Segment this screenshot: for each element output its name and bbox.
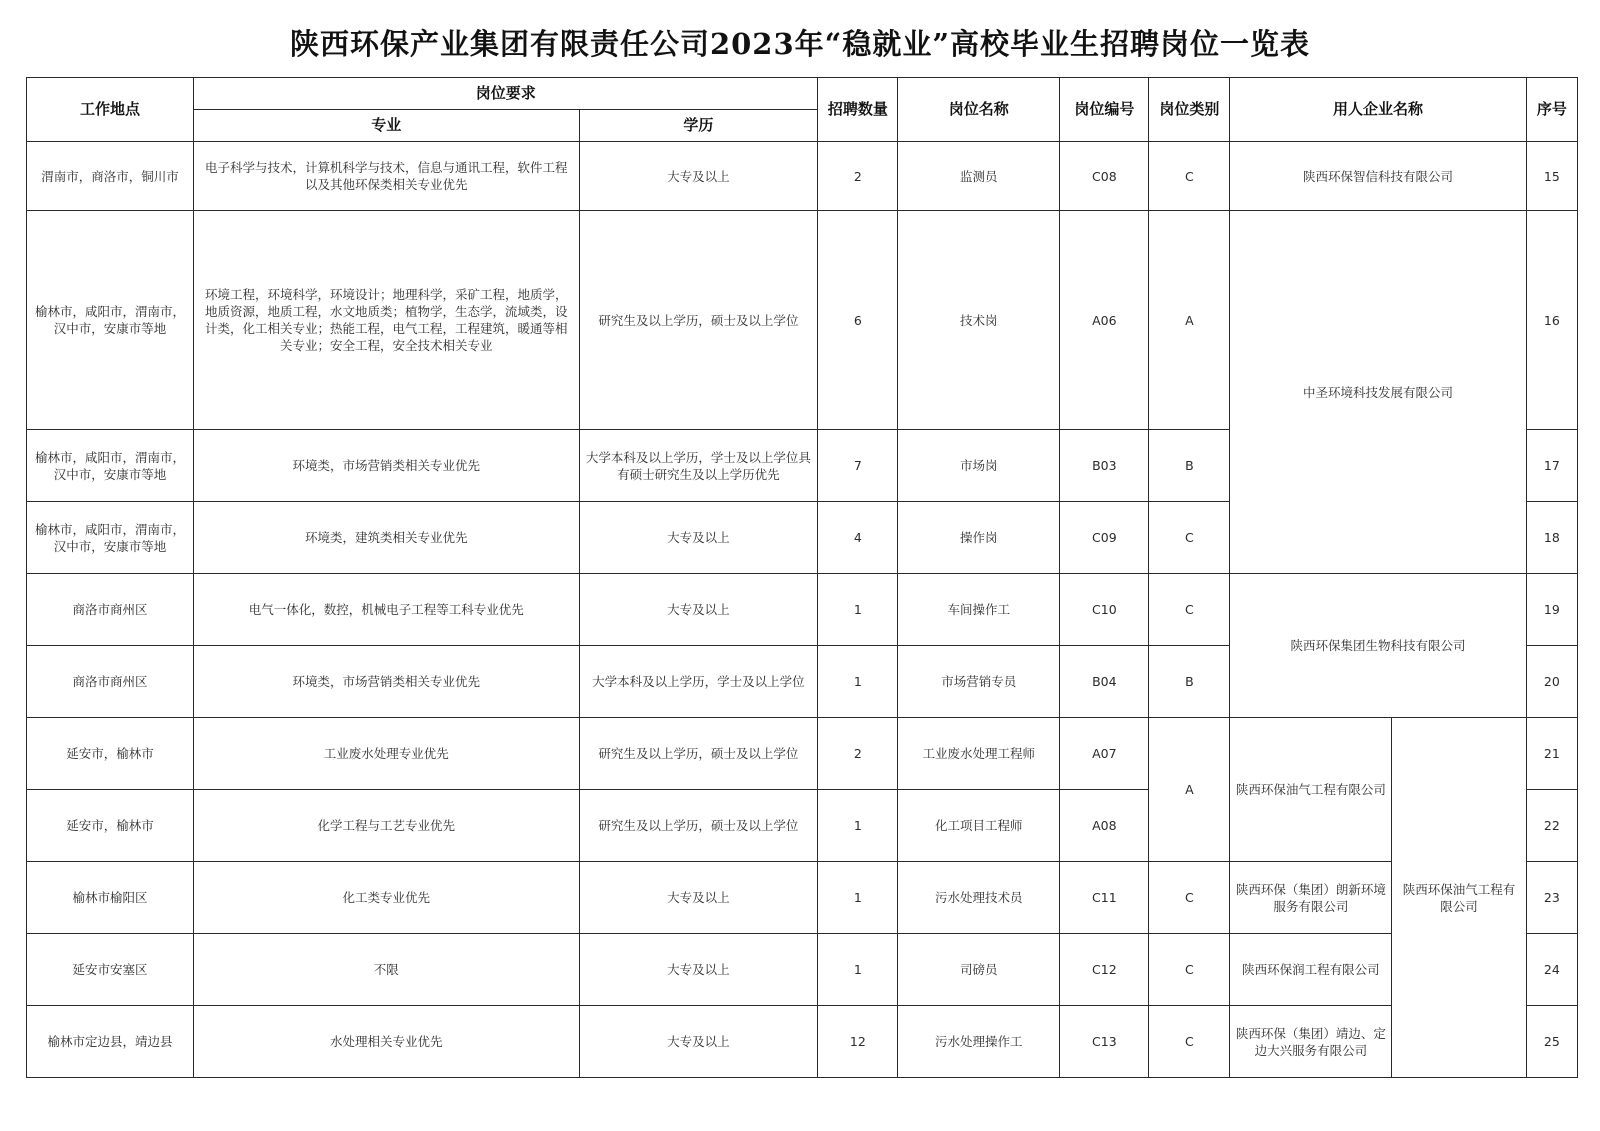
cell-employer: 中圣环境科技发展有限公司 (1230, 211, 1526, 574)
header-education: 学历 (579, 110, 818, 142)
cell-position-name: 司磅员 (898, 934, 1060, 1006)
table-row (27, 718, 1578, 790)
cell-major: 环境类，建筑类相关专业优先 (194, 502, 579, 574)
cell-location: 榆林市，咸阳市，渭南市，汉中市，安康市等地 (27, 502, 194, 574)
cell-count: 6 (818, 211, 898, 430)
cell-position-type: A (1149, 718, 1230, 862)
header-requirements: 岗位要求 (194, 78, 818, 110)
cell-location: 延安市，榆林市 (27, 790, 194, 862)
document-title: 陕西环保产业集团有限责任公司2023年“稳就业”高校毕业生招聘岗位一览表 (289, 27, 1311, 61)
cell-employer-sub: 陕西环保（集团）靖边、定边大兴服务有限公司 (1230, 1006, 1392, 1078)
cell-education: 大专及以上 (579, 574, 818, 646)
cell-education: 大学本科及以上学历，学士及以上学位具有硕士研究生及以上学历优先 (579, 430, 818, 502)
cell-position-code: A06 (1060, 211, 1149, 430)
cell-seq: 16 (1526, 211, 1577, 430)
cell-seq: 25 (1526, 1006, 1577, 1078)
cell-position-name: 监测员 (898, 142, 1060, 211)
cell-position-type: C (1149, 1006, 1230, 1078)
cell-employer-sub: 陕西环保（集团）朗新环境服务有限公司 (1230, 862, 1392, 934)
cell-location: 渭南市，商洛市，铜川市 (27, 142, 194, 211)
cell-position-code: B03 (1060, 430, 1149, 502)
cell-position-name: 车间操作工 (898, 574, 1060, 646)
cell-employer-parent: 陕西环保油气工程有限公司 (1392, 718, 1526, 1078)
cell-position-code: C11 (1060, 862, 1149, 934)
cell-location: 榆林市定边县，靖边县 (27, 1006, 194, 1078)
cell-count: 1 (818, 646, 898, 718)
cell-education: 大专及以上 (579, 1006, 818, 1078)
cell-position-name: 污水处理技术员 (898, 862, 1060, 934)
cell-position-code: C08 (1060, 142, 1149, 211)
cell-position-code: A08 (1060, 790, 1149, 862)
cell-position-type: C (1149, 502, 1230, 574)
cell-position-code: B04 (1060, 646, 1149, 718)
cell-count: 12 (818, 1006, 898, 1078)
cell-count: 1 (818, 934, 898, 1006)
cell-major: 化学工程与工艺专业优先 (194, 790, 579, 862)
cell-position-type: C (1149, 142, 1230, 211)
cell-seq: 21 (1526, 718, 1577, 790)
cell-education: 大专及以上 (579, 934, 818, 1006)
cell-position-type: C (1149, 574, 1230, 646)
cell-employer: 陕西环保集团生物科技有限公司 (1230, 574, 1526, 718)
cell-employer: 陕西环保智信科技有限公司 (1230, 142, 1526, 211)
cell-major: 化工类专业优先 (194, 862, 579, 934)
header-position-code: 岗位编号 (1060, 78, 1149, 142)
cell-location: 榆林市榆阳区 (27, 862, 194, 934)
cell-position-name: 工业废水处理工程师 (898, 718, 1060, 790)
table-row (27, 1006, 1578, 1078)
table-row (27, 142, 1578, 211)
cell-position-name: 污水处理操作工 (898, 1006, 1060, 1078)
cell-position-type: A (1149, 211, 1230, 430)
cell-major: 不限 (194, 934, 579, 1006)
cell-major: 电气一体化，数控，机械电子工程等工科专业优先 (194, 574, 579, 646)
cell-seq: 15 (1526, 142, 1577, 211)
cell-location: 榆林市，咸阳市，渭南市，汉中市，安康市等地 (27, 211, 194, 430)
cell-position-code: C12 (1060, 934, 1149, 1006)
cell-position-name: 市场岗 (898, 430, 1060, 502)
cell-location: 榆林市，咸阳市，渭南市，汉中市，安康市等地 (27, 430, 194, 502)
cell-seq: 22 (1526, 790, 1577, 862)
cell-major: 水处理相关专业优先 (194, 1006, 579, 1078)
cell-position-code: C09 (1060, 502, 1149, 574)
cell-count: 7 (818, 430, 898, 502)
table-row (27, 211, 1578, 430)
cell-education: 大专及以上 (579, 862, 818, 934)
cell-education: 大学本科及以上学历，学士及以上学位 (579, 646, 818, 718)
cell-major: 电子科学与技术，计算机科学与技术，信息与通讯工程，软件工程以及其他环保类相关专业优先 (194, 142, 579, 211)
cell-seq: 23 (1526, 862, 1577, 934)
cell-count: 1 (818, 790, 898, 862)
cell-position-type: B (1149, 430, 1230, 502)
cell-position-type: B (1149, 646, 1230, 718)
table-row (27, 574, 1578, 646)
cell-count: 1 (818, 862, 898, 934)
cell-position-code: C10 (1060, 574, 1149, 646)
cell-seq: 24 (1526, 934, 1577, 1006)
cell-education: 研究生及以上学历，硕士及以上学位 (579, 790, 818, 862)
cell-location: 商洛市商州区 (27, 646, 194, 718)
cell-location: 延安市，榆林市 (27, 718, 194, 790)
cell-position-name: 技术岗 (898, 211, 1060, 430)
header-employer: 用人企业名称 (1230, 78, 1526, 142)
cell-education: 大专及以上 (579, 142, 818, 211)
cell-position-code: A07 (1060, 718, 1149, 790)
table-row (27, 934, 1578, 1006)
cell-seq: 17 (1526, 430, 1577, 502)
cell-seq: 18 (1526, 502, 1577, 574)
cell-position-type: C (1149, 862, 1230, 934)
cell-position-code: C13 (1060, 1006, 1149, 1078)
header-count: 招聘数量 (818, 78, 898, 142)
cell-major: 环境类，市场营销类相关专业优先 (194, 646, 579, 718)
cell-major: 环境类，市场营销类相关专业优先 (194, 430, 579, 502)
cell-count: 2 (818, 718, 898, 790)
header-position-name: 岗位名称 (898, 78, 1060, 142)
cell-major: 环境工程，环境科学，环境设计；地理科学，采矿工程，地质学，地质资源，地质工程，水文地质类；植物学，生态学，流域类，设计类，化工相关专业；热能工程，电气工程，工程建筑，暖通等相关专业；安全工程，安全技术相关专业 (194, 211, 579, 430)
cell-education: 研究生及以上学历，硕士及以上学位 (579, 211, 818, 430)
cell-count: 4 (818, 502, 898, 574)
cell-position-name: 操作岗 (898, 502, 1060, 574)
cell-location: 商洛市商州区 (27, 574, 194, 646)
cell-count: 2 (818, 142, 898, 211)
cell-position-type: C (1149, 934, 1230, 1006)
header-major: 专业 (194, 110, 579, 142)
cell-position-name: 化工项目工程师 (898, 790, 1060, 862)
header-position-type: 岗位类别 (1149, 78, 1230, 142)
cell-major: 工业废水处理专业优先 (194, 718, 579, 790)
header-location: 工作地点 (27, 78, 194, 142)
cell-count: 1 (818, 574, 898, 646)
cell-location: 延安市安塞区 (27, 934, 194, 1006)
cell-position-name: 市场营销专员 (898, 646, 1060, 718)
cell-employer-sub: 陕西环保油气工程有限公司 (1230, 718, 1392, 862)
header-seq: 序号 (1526, 78, 1577, 142)
table-row (27, 862, 1578, 934)
cell-employer-sub: 陕西环保润工程有限公司 (1230, 934, 1392, 1006)
cell-education: 研究生及以上学历，硕士及以上学位 (579, 718, 818, 790)
cell-education: 大专及以上 (579, 502, 818, 574)
recruitment-table (26, 77, 1578, 1078)
cell-seq: 20 (1526, 646, 1577, 718)
header-row-1 (27, 78, 1578, 110)
cell-seq: 19 (1526, 574, 1577, 646)
